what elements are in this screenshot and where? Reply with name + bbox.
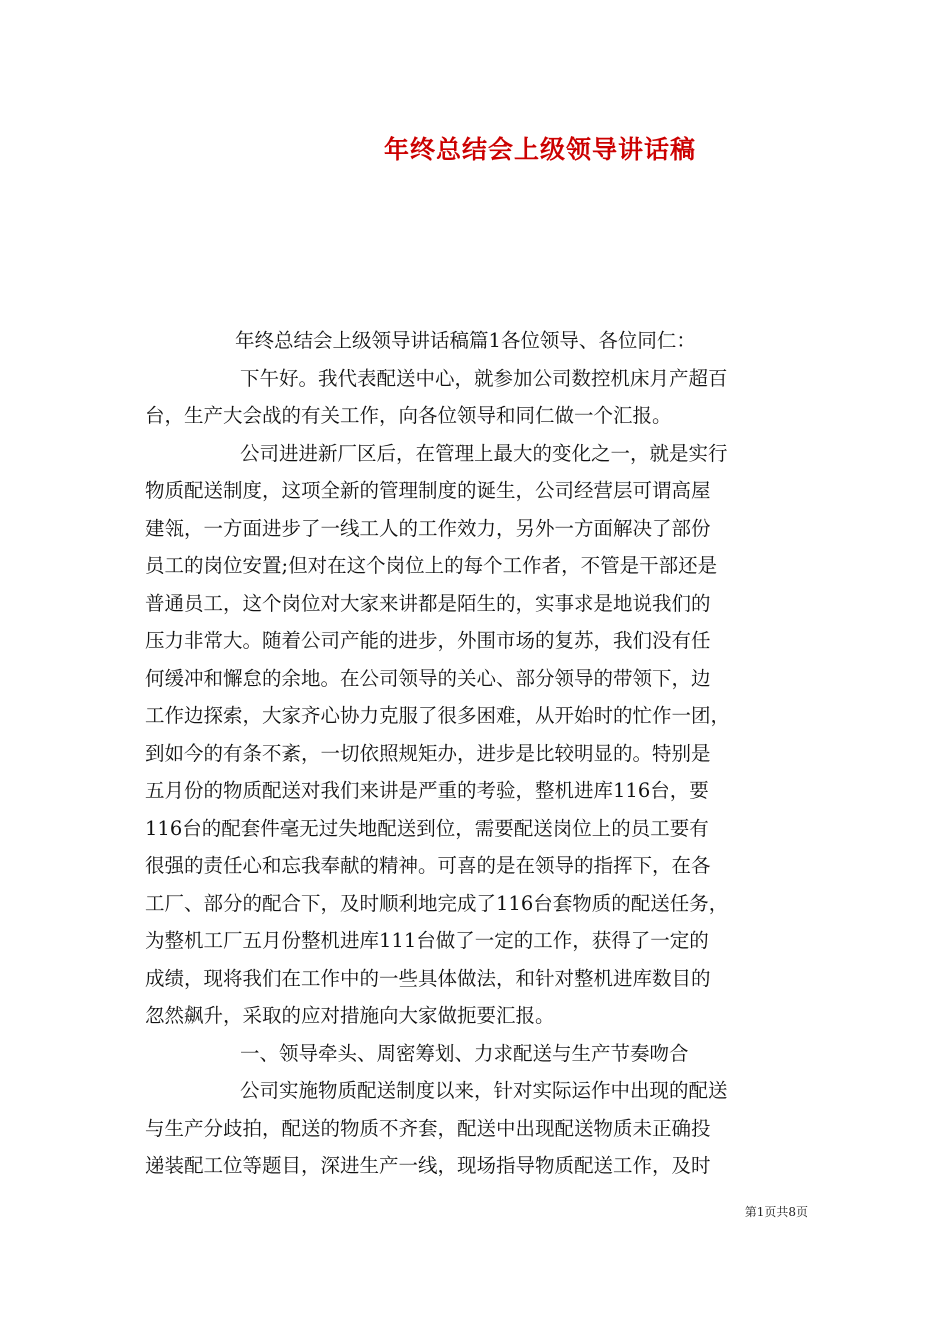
paragraph-line: 工厂、部分的配合下，及时顺利地完成了116台套物质的配送任务，	[145, 891, 729, 915]
paragraph-line: 年终总结会上级领导讲话稿篇1各位领导、各位同仁：	[235, 329, 696, 352]
paragraph-line: 建瓴，一方面进步了一线工人的工作效力，另外一方面解决了部份	[145, 516, 711, 540]
paragraph-line: 116台的配套件毫无过失地配送到位，需要配送岗位上的员工要有	[145, 816, 709, 840]
paragraph-line: 成绩，现将我们在工作中的一些具体做法，和针对整机进库数目的	[145, 966, 711, 990]
paragraph-line: 工作边探索，大家齐心协力克服了很多困难，从开始时的忙作一团，	[145, 704, 731, 727]
paragraph-line: 与生产分歧拍，配送的物质不齐套，配送中出现配送物质未正确投	[145, 1116, 711, 1140]
section-heading: 一、领导牵头、周密筹划、力求配送与生产节奏吻合	[240, 1041, 689, 1065]
paragraph-line: 忽然飙升，采取的应对措施向大家做扼要汇报。	[145, 1004, 555, 1027]
paragraph-line: 压力非常大。随着公司产能的进步，外围市场的复苏，我们没有任	[145, 629, 711, 652]
paragraph-line: 下午好。我代表配送中心，就参加公司数控机床月产超百	[240, 366, 728, 390]
paragraph-line: 五月份的物质配送对我们来讲是严重的考验，整机进库116台，要	[145, 779, 709, 802]
paragraph-line: 公司实施物质配送制度以来，针对实际运作中出现的配送	[240, 1079, 728, 1102]
paragraph-line: 很强的责任心和忘我奉献的精神。可喜的是在领导的指挥下，在各	[145, 854, 711, 877]
paragraph-line: 为整机工厂五月份整机进库111台做了一定的工作，获得了一定的	[145, 929, 709, 952]
paragraph-line: 到如今的有条不紊，一切依照规矩办，进步是比较明显的。特别是	[145, 741, 711, 765]
document-title: 年终总结会上级领导讲话稿	[383, 135, 696, 164]
page-number: 第1页共8页	[744, 1205, 808, 1219]
paragraph-line: 何缓冲和懈怠的余地。在公司领导的关心、部分领导的带领下，边	[145, 666, 711, 690]
paragraph-line: 台，生产大会战的有关工作，向各位领导和同仁做一个汇报。	[145, 404, 672, 427]
paragraph-line: 递装配工位等题目，深进生产一线，现场指导物质配送工作，及时	[145, 1154, 711, 1177]
paragraph-line: 员工的岗位安置;但对在这个岗位上的每个工作者，不管是干部还是	[145, 554, 718, 577]
paragraph-line: 物质配送制度，这项全新的管理制度的诞生，公司经营层可谓高屋	[145, 479, 711, 502]
paragraph-line: 公司进进新厂区后，在管理上最大的变化之一，就是实行	[240, 441, 728, 465]
document-body	[145, 322, 817, 1185]
paragraph-line: 普通员工，这个岗位对大家来讲都是陌生的，实事求是地说我们的	[145, 591, 711, 615]
